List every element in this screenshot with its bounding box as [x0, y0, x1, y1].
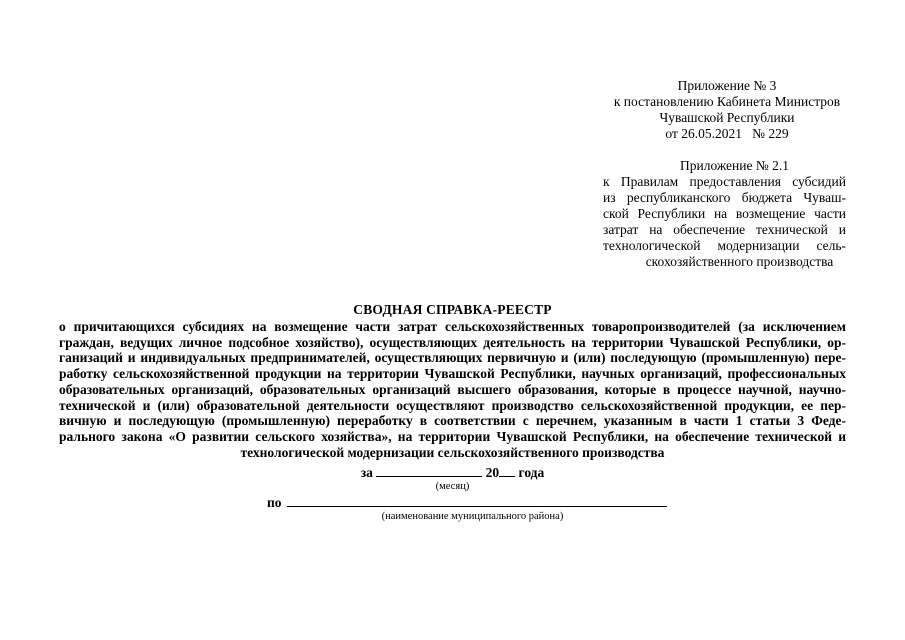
description-line-9: технологической модернизации сельскохозяйственного производства [240, 444, 665, 460]
description-line-6: технической и (или) образовательной деятельности осуществляют производство сельскохозяйственной продукции, ее пер- [59, 397, 846, 413]
annex-sub-line-5: технологической модернизации сель- [603, 238, 846, 253]
description-line-5: образовательных организаций, образовательных организаций высшего образования, которые в процессе научной, научно- [59, 381, 846, 397]
annex-sub-line-4: затрат на обеспечение технической и [603, 222, 846, 237]
year-blank-field[interactable] [499, 464, 515, 477]
document-description [59, 319, 846, 460]
annex-sub-line-1: к Правилам предоставления субсидий [603, 174, 846, 189]
annex-main-line-4: от 26.05.2021 № 229 [665, 126, 789, 141]
period-line [0, 464, 905, 481]
annex-main-line-2: к постановлению Кабинета Министров [613, 94, 841, 109]
period-prefix: за [360, 465, 373, 480]
document-title: СВОДНАЯ СПРАВКА-РЕЕСТР [353, 302, 552, 317]
district-hint: (наименование муниципального района) [381, 511, 564, 522]
description-line-8: рального закона «О развитии сельского хозяйства», на территории Чувашской Республики, на обеспечение технической и [59, 428, 846, 444]
annex-main-line-1: Приложение № 3 [677, 78, 777, 93]
year-prefix: 20 [485, 465, 500, 480]
district-blank-field[interactable] [287, 494, 667, 507]
annex-sub-block [603, 158, 846, 270]
annex-main-line-3: Чувашской Республики [659, 110, 795, 125]
annex-sub-line-6: скохозяйственного производства [645, 254, 834, 269]
description-line-4: работку сельскохозяйственной продукции на территории Чувашской Республики, научных организаций, профессиональных [59, 366, 846, 382]
description-line-1: о причитающихся субсидиях на возмещение части затрат сельскохозяйственных товаропроизводителей (за исключением [59, 319, 846, 334]
period-suffix: года [518, 465, 545, 480]
annex-main-block [592, 78, 862, 142]
annex-sub-line-2: из республиканского бюджета Чуваш- [603, 190, 846, 205]
annex-sub-title: Приложение № 2.1 [680, 158, 789, 173]
district-line [267, 494, 667, 511]
month-hint: (месяц) [435, 481, 470, 492]
district-prefix: по [267, 495, 282, 510]
month-blank-field[interactable] [376, 464, 482, 477]
description-line-2: граждан, ведущих личное подсобное хозяйство), осуществляющих деятельность на территории Чувашской Республики, ор- [59, 334, 846, 350]
annex-sub-line-3: ской Республики на возмещение части [603, 206, 846, 221]
description-line-3: ганизаций и индивидуальных предпринимателей, осуществляющих первичную и (или) последующую (промышленную) пере- [59, 350, 846, 366]
description-line-7: вичную и последующую (промышленную) переработку в соответствии с перечнем, указанным в части 1 статьи 3 Феде- [59, 413, 846, 429]
